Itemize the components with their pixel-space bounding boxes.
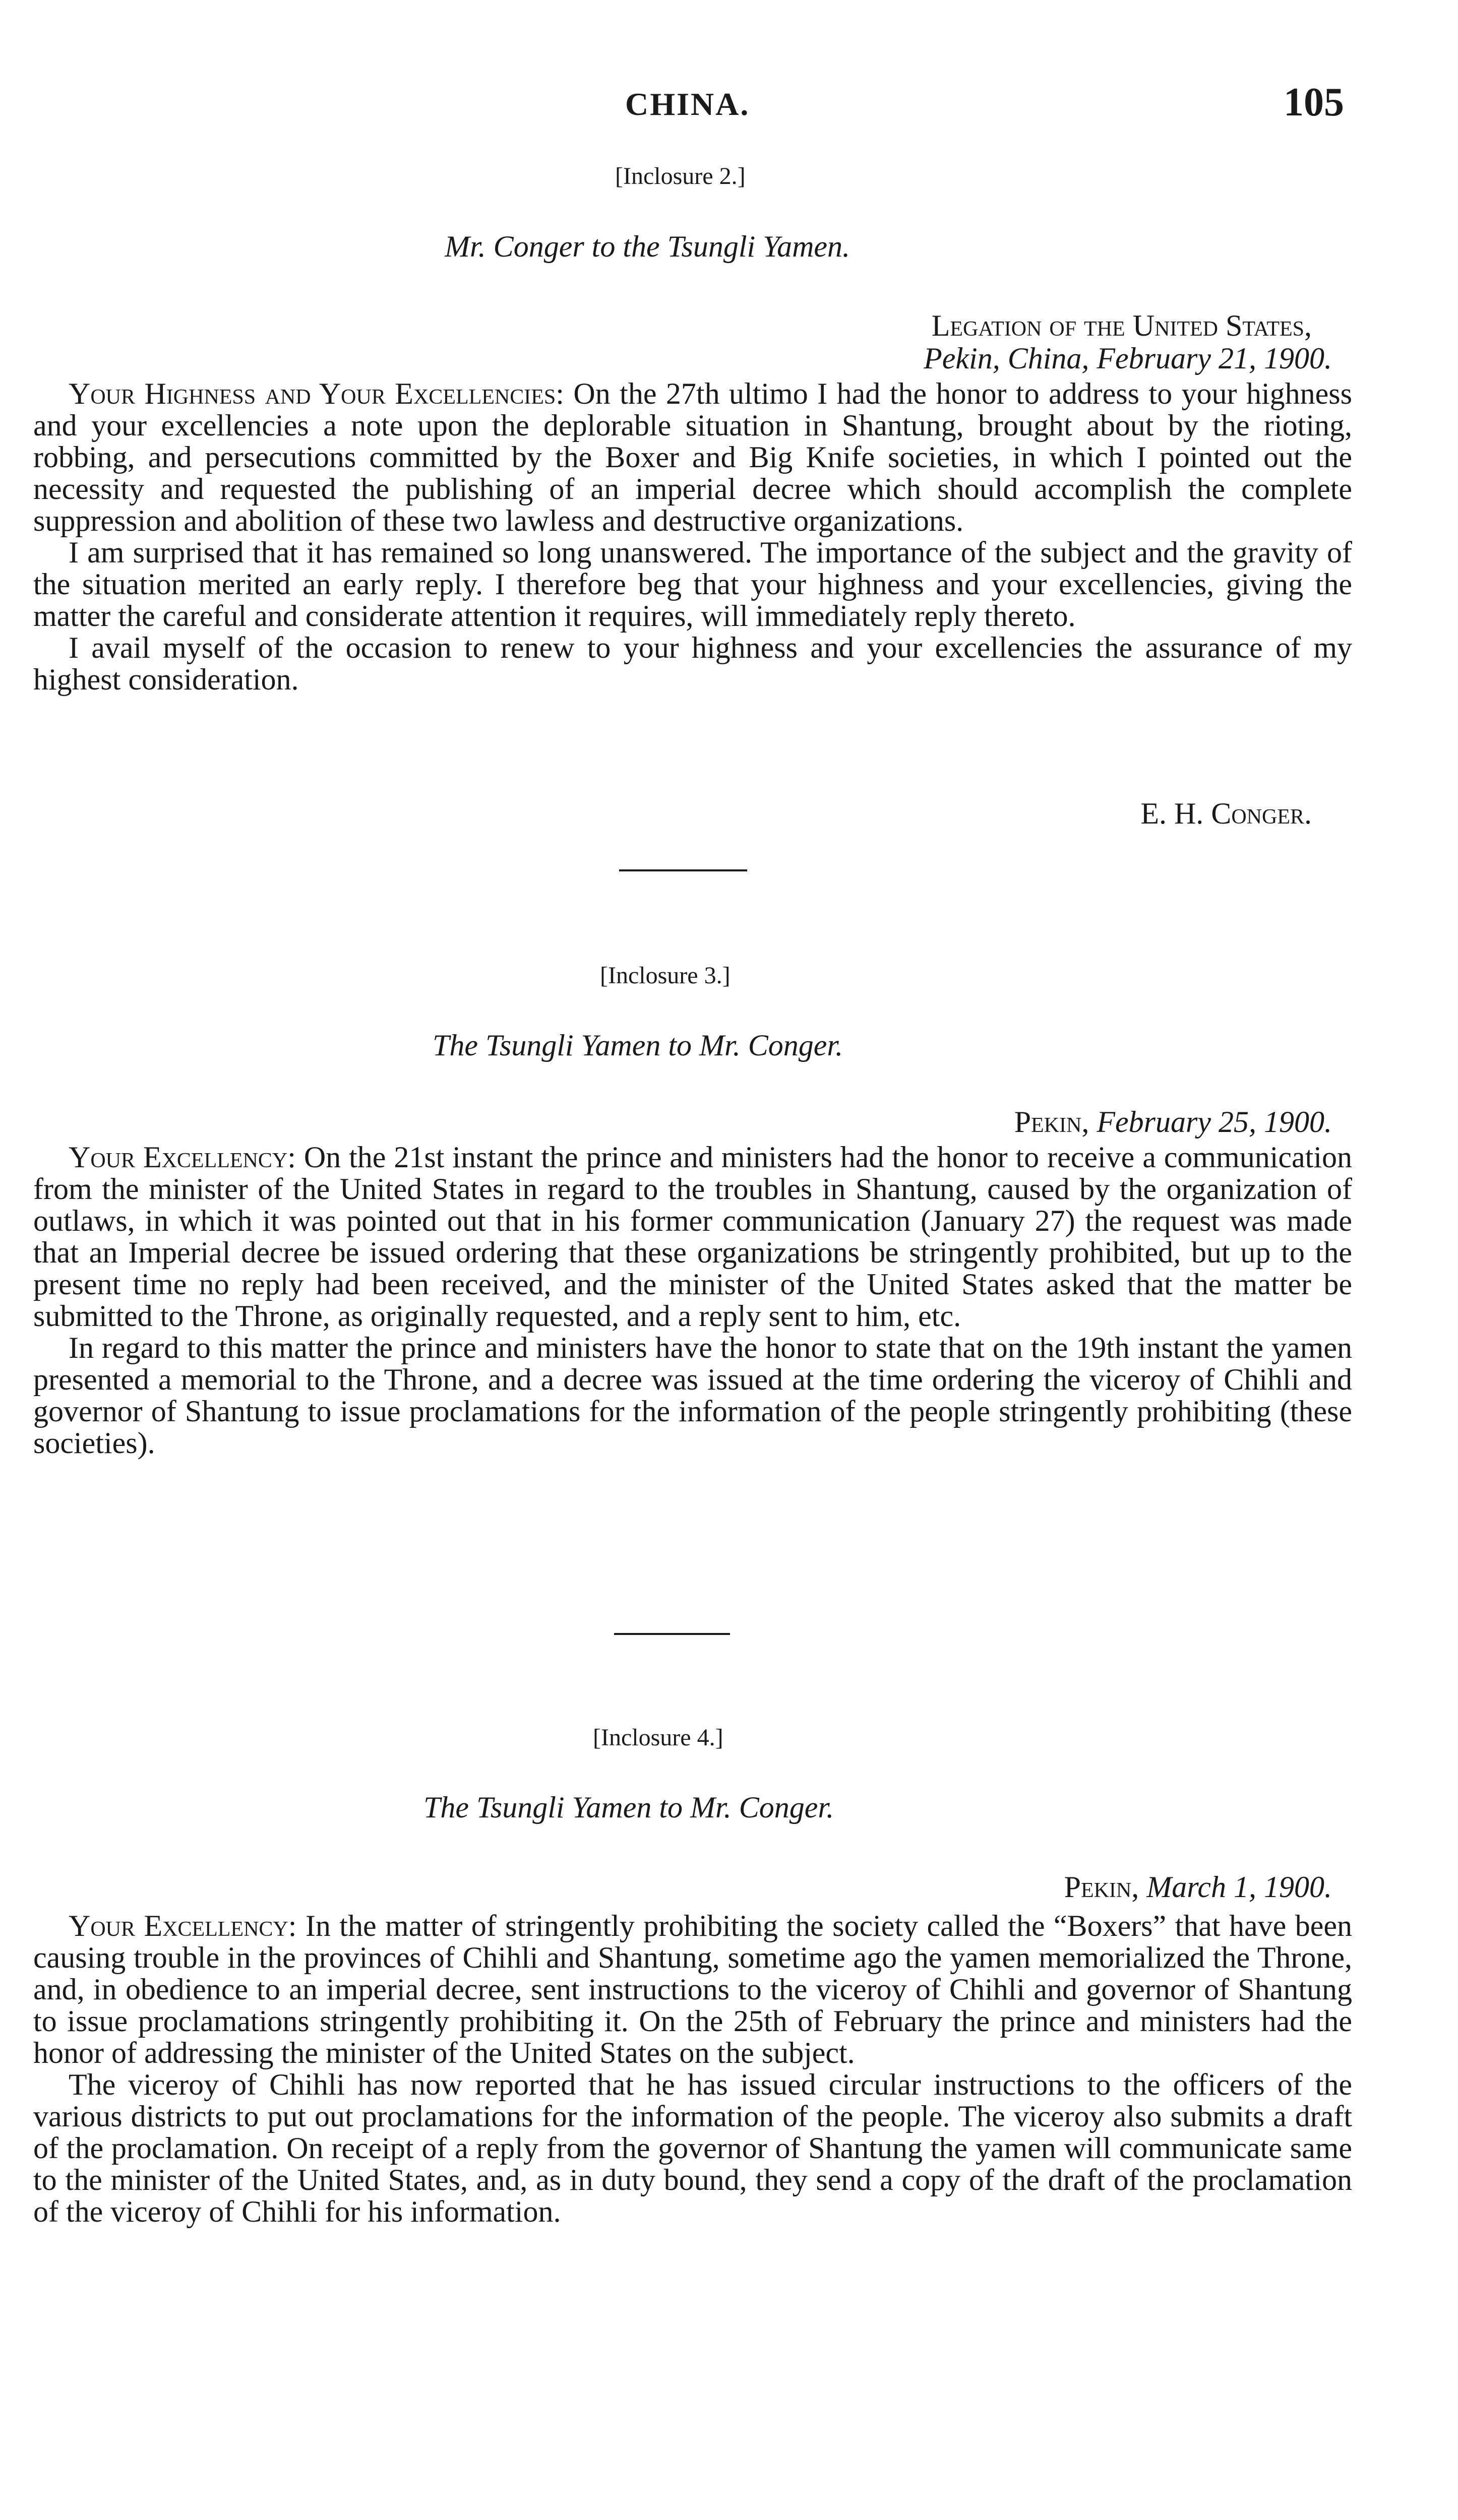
inclosure-2-paragraph: I avail myself of the occasion to renew to your highness and your excellencies the assurance of my highest consideration. bbox=[33, 631, 1352, 696]
inclosure-3-heading: The Tsungli Yamen to Mr. Conger. bbox=[433, 1029, 843, 1062]
inclosure-3-dateline: Pekin, February 25, 1900. bbox=[1014, 1105, 1332, 1139]
inclosure-3-paragraph: In regard to this matter the prince and ministers have the honor to state that on the 19th instant the yamen presented a memorial to the Throne, and a decree was issued at the time ordering the viceroy of Chihli and governor of Shantung to issue proclamations for the information of the people stringently prohibiting (these societies). bbox=[33, 1331, 1352, 1460]
inclosure-2-dateline-place: Legation of the United States, bbox=[931, 309, 1312, 342]
inclosure-4-paragraph: Your Excellency: In the matter of stringently prohibiting the society called the “Boxers” that have been causing trouble in the provinces of Chihli and Shantung, sometime ago the yamen memorialized the Throne, and, in obedience to an imperial decree, sent instructions to the viceroy of Chihli and governor of Shantung to issue proclamations stringently prohibiting it. On the 25th of February the prince and ministers had the honor of addressing the minister of the United States on the subject. bbox=[33, 1909, 1352, 2069]
inclosure-2-dateline-date: Pekin, China, February 21, 1900. bbox=[924, 342, 1332, 375]
inclosure-4-salutation: Your Excellency: bbox=[69, 1909, 297, 1942]
inclosure-4-label: [Inclosure 4.] bbox=[593, 1724, 723, 1751]
inclosure-4-heading: The Tsungli Yamen to Mr. Conger. bbox=[423, 1791, 834, 1824]
inclosure-3-body bbox=[33, 1142, 1352, 1459]
inclosure-2-paragraph: Your Highness and Your Excellencies: On the 27th ultimo I had the honor to address to your highness and your excellencies a note upon the deplorable situation in Shantung, brought about by the rioting, robbing, and persecutions committed by the Boxer and Big Knife societies, in which I pointed out the necessity and requested the publishing of an imperial decree which should accomplish the complete suppression and abolition of these two lawless and destructive organizations. bbox=[33, 377, 1352, 537]
inclosure-2-salutation: Your Highness and Your Excellencies: bbox=[69, 377, 564, 410]
inclosure-2-body bbox=[33, 378, 1352, 696]
page-number: 105 bbox=[1284, 80, 1344, 124]
inclosure-3-paragraph: Your Excellency: On the 21st instant the prince and ministers had the honor to receive a communication from the minister of the United States in regard to the troubles in Shantung, caused by the organization of outlaws, in which it was pointed out that in his former communication (January 27) the request was made that an Imperial decree be issued ordering that these organizations be stringently prohibited, but up to the present time no reply had been received, and the minister of the United States asked that the matter be submitted to the Throne, as originally requested, and a reply sent to him, etc. bbox=[33, 1141, 1352, 1333]
inclosure-2-signature: E. H. Conger. bbox=[1140, 797, 1312, 830]
inclosure-4-paragraph: The viceroy of Chihli has now reported that he has issued circular instructions to the officers of the various districts to put out proclamations for the information of the people. The viceroy also submits a draft of the proclamation. On receipt of a reply from the governor of Shantung the yamen will communicate same to the minister of the United States, and, as in duty bound, they send a copy of the draft of the proclamation of the viceroy of Chihli for his information. bbox=[33, 2068, 1352, 2228]
running-head: CHINA. bbox=[625, 86, 750, 122]
inclosure-3-salutation: Your Excellency: bbox=[69, 1141, 296, 1174]
inclosure-2-heading: Mr. Conger to the Tsungli Yamen. bbox=[445, 230, 850, 263]
section-divider bbox=[619, 869, 747, 871]
inclosure-2-paragraph: I am surprised that it has remained so long unanswered. The importance of the subject and the gravity of the situation merited an early reply. I therefore beg that your highness and your excellencies, giving the matter the careful and considerate attention it requires, will immediately reply thereto. bbox=[33, 536, 1352, 633]
inclosure-4-dateline: Pekin, March 1, 1900. bbox=[1064, 1870, 1332, 1904]
inclosure-3-label: [Inclosure 3.] bbox=[600, 962, 731, 989]
inclosure-4-body bbox=[33, 1910, 1352, 2228]
inclosure-2-label: [Inclosure 2.] bbox=[615, 163, 746, 190]
section-divider bbox=[614, 1633, 730, 1635]
